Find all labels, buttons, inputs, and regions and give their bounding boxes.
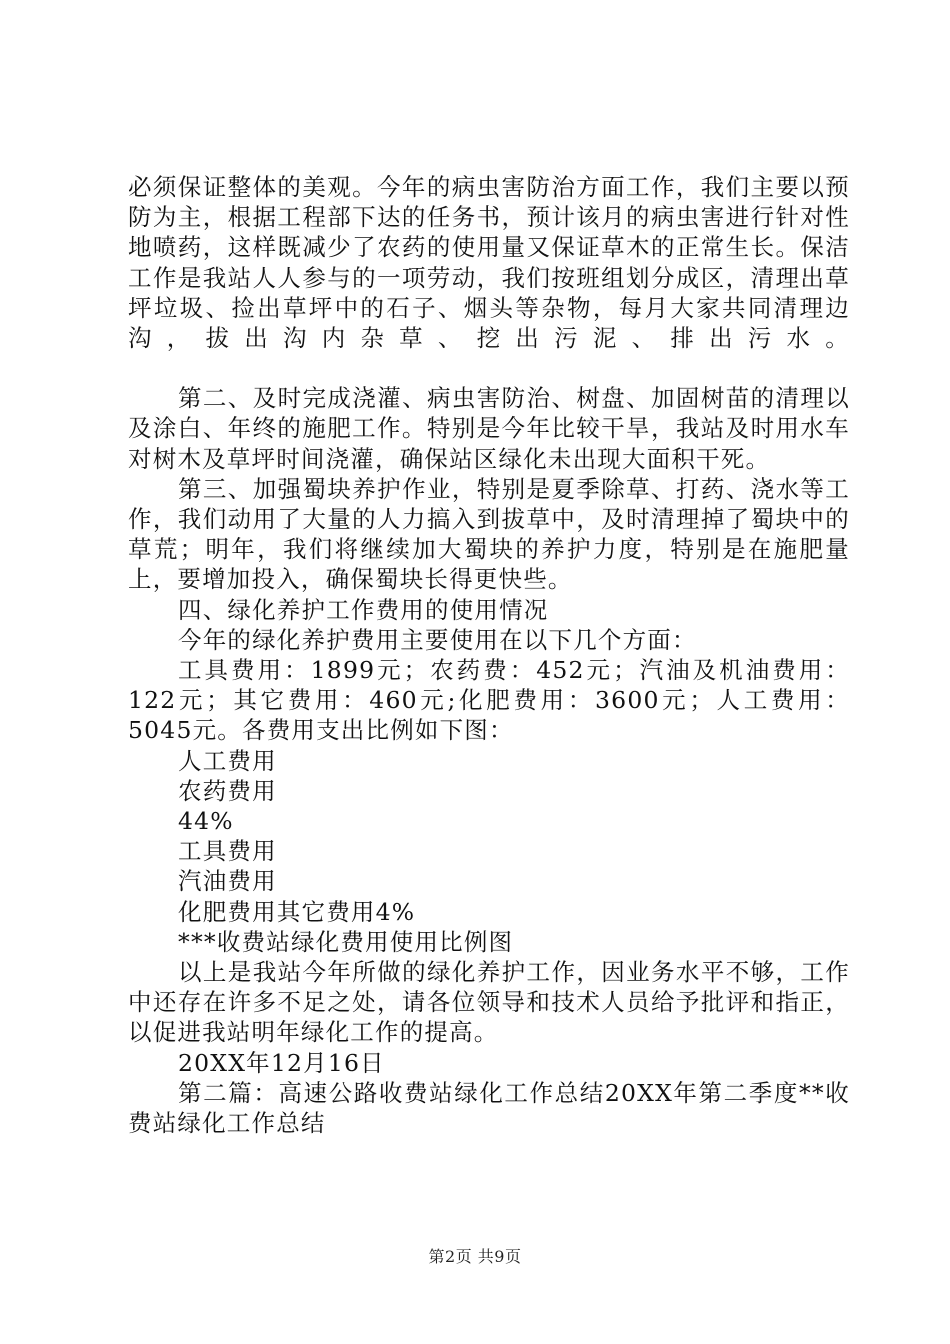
chart-caption: ***收费站绿化费用使用比例图 xyxy=(178,927,514,956)
document-body xyxy=(128,172,850,1138)
chart-label-labor: 人工费用 xyxy=(178,746,277,775)
chart-label-fertilizer-other: 化肥费用其它费用4% xyxy=(178,897,416,926)
next-article-title: 第二篇：高速公路收费站绿化工作总结20XX年第二季度**收费站绿化工作总结 xyxy=(128,1078,850,1138)
chart-label-tools: 工具费用 xyxy=(178,837,277,866)
section-heading-costs: 四、绿化养护工作费用的使用情况 xyxy=(178,595,549,624)
paragraph-cost-details: 工具费用：1899元；农药费：452元；汽油及机油费用：122元；其它费用：460元;化肥费用：3600元；人工费用：5045元。各费用支出比例如下图： xyxy=(128,656,850,745)
paragraph-maintenance: 必须保证整体的美观。今年的病虫害防治方面工作，我们主要以预防为主，根据工程部下达的任务书，预计该月的病虫害进行针对性地喷药，这样既减少了农药的使用量又保证草木的正常生长。保洁工作是我站人人参与的一项劳动，我们按班组划分成区，清理出草坪垃圾、捡出草坪中的石子、烟头等杂物，每月大家共同清理边沟，拔出沟内杂草、挖出污泥、排出污水。 xyxy=(128,173,850,353)
document-date: 20XX年12月16日 xyxy=(178,1048,385,1077)
paragraph-conclusion: 以上是我站今年所做的绿化养护工作，因业务水平不够，工作中还存在许多不足之处，请各位领导和技术人员给予批评和指正，以促进我站明年绿化工作的提高。 xyxy=(128,958,850,1047)
paragraph-spacer xyxy=(128,353,850,383)
chart-label-percent: 44% xyxy=(178,807,234,836)
paragraph-third: 第三、加强蜀块养护作业，特别是夏季除草、打药、浇水等工作，我们动用了大量的人力搞入到拔草中，及时清理掉了蜀块中的草荒；明年，我们将继续加大蜀块的养护力度，特别是在施肥量上，要增加投入，确保蜀块长得更快些。 xyxy=(128,474,850,594)
page-footer: 第2页 共9页 xyxy=(428,1247,522,1266)
chart-label-pesticide: 农药费用 xyxy=(178,776,277,805)
chart-label-fuel: 汽油费用 xyxy=(178,867,277,896)
paragraph-costs-intro: 今年的绿化养护费用主要使用在以下几个方面： xyxy=(178,625,697,654)
paragraph-second: 第二、及时完成浇灌、病虫害防治、树盘、加固树苗的清理以及涂白、年终的施肥工作。特别是今年比较干旱，我站及时用水车对树木及草坪时间浇灌，确保站区绿化未出现大面积干死。 xyxy=(128,384,850,473)
